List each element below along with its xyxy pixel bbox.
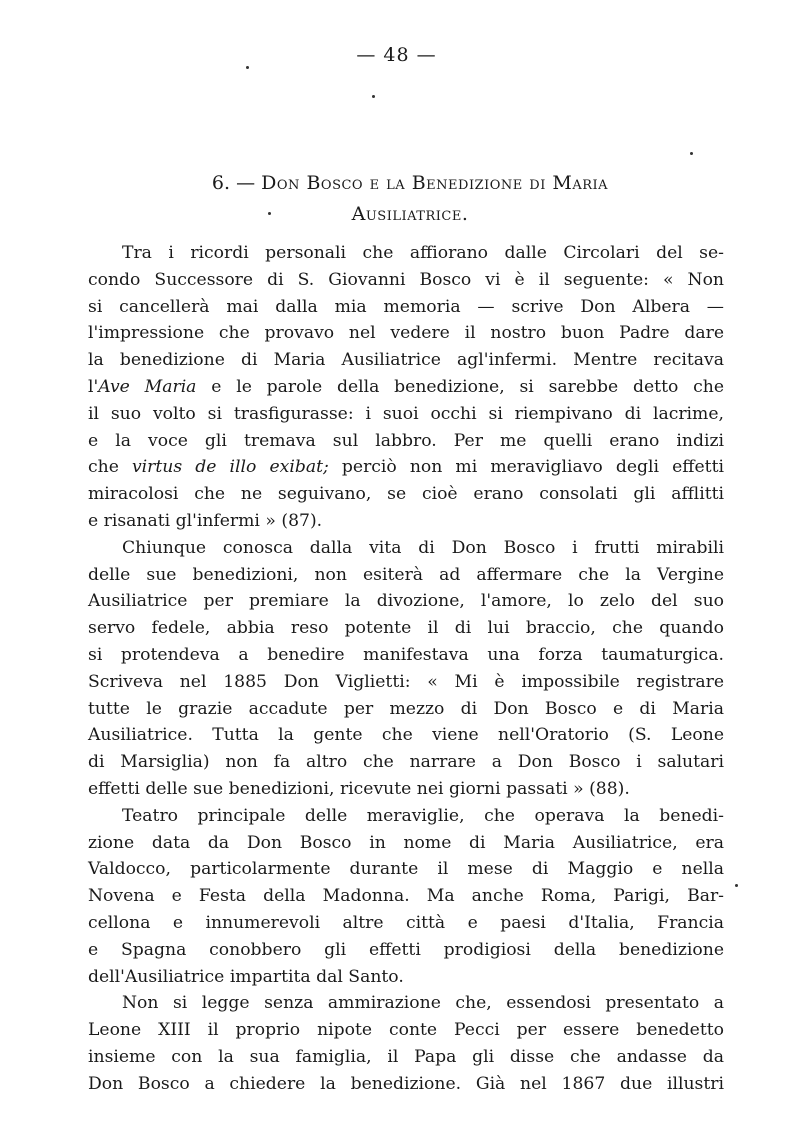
print-speck bbox=[246, 66, 249, 69]
text-line: miracolosi che ne seguivano, se cioè erano consolati gli afflitti bbox=[88, 484, 724, 505]
text-line: si protendeva a benedire manifestava una forza taumaturgica. bbox=[88, 644, 724, 665]
chapter-heading-prefix: 6. — bbox=[211, 172, 262, 194]
text-line: dell'Ausiliatrice impartita dal Santo. bbox=[88, 966, 404, 987]
text-line: condo Successore di S. Giovanni Bosco vi è il seguente: « Non bbox=[88, 269, 724, 290]
chapter-heading-title-line2: Ausiliatrice. bbox=[351, 203, 469, 225]
text-line: zione data da Don Bosco in nome di Maria Ausiliatrice, era bbox=[88, 832, 724, 853]
print-speck bbox=[735, 884, 738, 887]
paragraph-3 bbox=[88, 803, 724, 991]
text-line: delle sue benedizioni, non esiterà ad affermare che la Vergine bbox=[88, 564, 724, 585]
text-line: e la voce gli tremava sul labbro. Per me quelli erano indizi bbox=[88, 430, 724, 451]
paragraph-2 bbox=[88, 535, 724, 803]
text-line: Chiunque conosca dalla vita di Don Bosco i frutti mirabili bbox=[122, 537, 724, 558]
text-line: la benedizione di Maria Ausiliatrice agl'infermi. Mentre recitava bbox=[88, 350, 724, 371]
text-line: Novena e Festa della Madonna. Ma anche Roma, Parigi, Bar- bbox=[88, 886, 724, 907]
text-line: il suo volto si trasfigurasse: i suoi occhi si riempivano di lacrime, bbox=[88, 403, 724, 424]
chapter-heading-title-line1: Don Bosco e la Benedizione di Maria bbox=[261, 172, 609, 194]
chapter-heading bbox=[90, 168, 730, 230]
text-line: servo fedele, abbia reso potente il di lui braccio, che quando bbox=[88, 618, 724, 639]
text-line: e risanati gl'infermi » (87). bbox=[88, 510, 323, 531]
print-speck bbox=[690, 152, 693, 155]
italic-phrase: virtus de illo exibat; bbox=[131, 457, 329, 478]
text-line: insieme con la sua famiglia, il Papa gli disse che andasse da bbox=[88, 1046, 724, 1067]
print-speck bbox=[268, 212, 271, 215]
text-line: Leone XIII il proprio nipote conte Pecci per essere benedetto bbox=[88, 1020, 724, 1041]
text-line: effetti delle sue benedizioni, ricevute nei giorni passati » (88). bbox=[88, 778, 630, 799]
text-line: Scriveva nel 1885 Don Viglietti: « Mi è impossibile registrare bbox=[88, 671, 724, 692]
text-line: di Marsiglia) non fa altro che narrare a Don Bosco i salutari bbox=[88, 752, 724, 773]
text-line: si cancellerà mai dalla mia memoria — scrive Don Albera — bbox=[88, 296, 724, 317]
text-line: Valdocco, particolarmente durante il mese di Maggio e nella bbox=[88, 859, 724, 880]
text-line: Don Bosco a chiedere la benedizione. Già nel 1867 due illustri bbox=[88, 1073, 724, 1094]
text-line: Ausiliatrice. Tutta la gente che viene nell'Oratorio (S. Leone bbox=[88, 725, 724, 746]
text-line: l'impressione che provavo nel vedere il nostro buon Padre dare bbox=[88, 323, 724, 344]
text-line: Tra i ricordi personali che affiorano dalle Circolari del se- bbox=[122, 243, 724, 263]
text-line-with-italic: l'Ave Maria e le parole della benedizione, si sarebbe detto che bbox=[88, 376, 724, 397]
text-line: Non si legge senza ammirazione che, essendosi presentato a bbox=[122, 993, 724, 1014]
text-line: tutte le grazie accadute per mezzo di Don Bosco e di Maria bbox=[88, 698, 724, 719]
text-line: Ausiliatrice per premiare la divozione, l'amore, lo zelo del suo bbox=[88, 591, 724, 612]
paragraph-4 bbox=[88, 990, 724, 1097]
text-line: cellona e innumerevoli altre città e paesi d'Italia, Francia bbox=[88, 912, 724, 933]
text-line-with-italic: che virtus de illo exibat; perciò non mi meravigliavo degli effetti bbox=[88, 457, 724, 478]
text-line: Teatro principale delle meraviglie, che operava la benedi- bbox=[122, 805, 724, 826]
italic-phrase: Ave Maria bbox=[98, 376, 197, 397]
paragraph-1 bbox=[88, 240, 724, 535]
page-number: — 48 — bbox=[356, 44, 437, 66]
print-speck bbox=[372, 95, 375, 98]
text-line: e Spagna conobbero gli effetti prodigiosi della benedizione bbox=[88, 939, 724, 960]
body-text bbox=[88, 240, 724, 1098]
